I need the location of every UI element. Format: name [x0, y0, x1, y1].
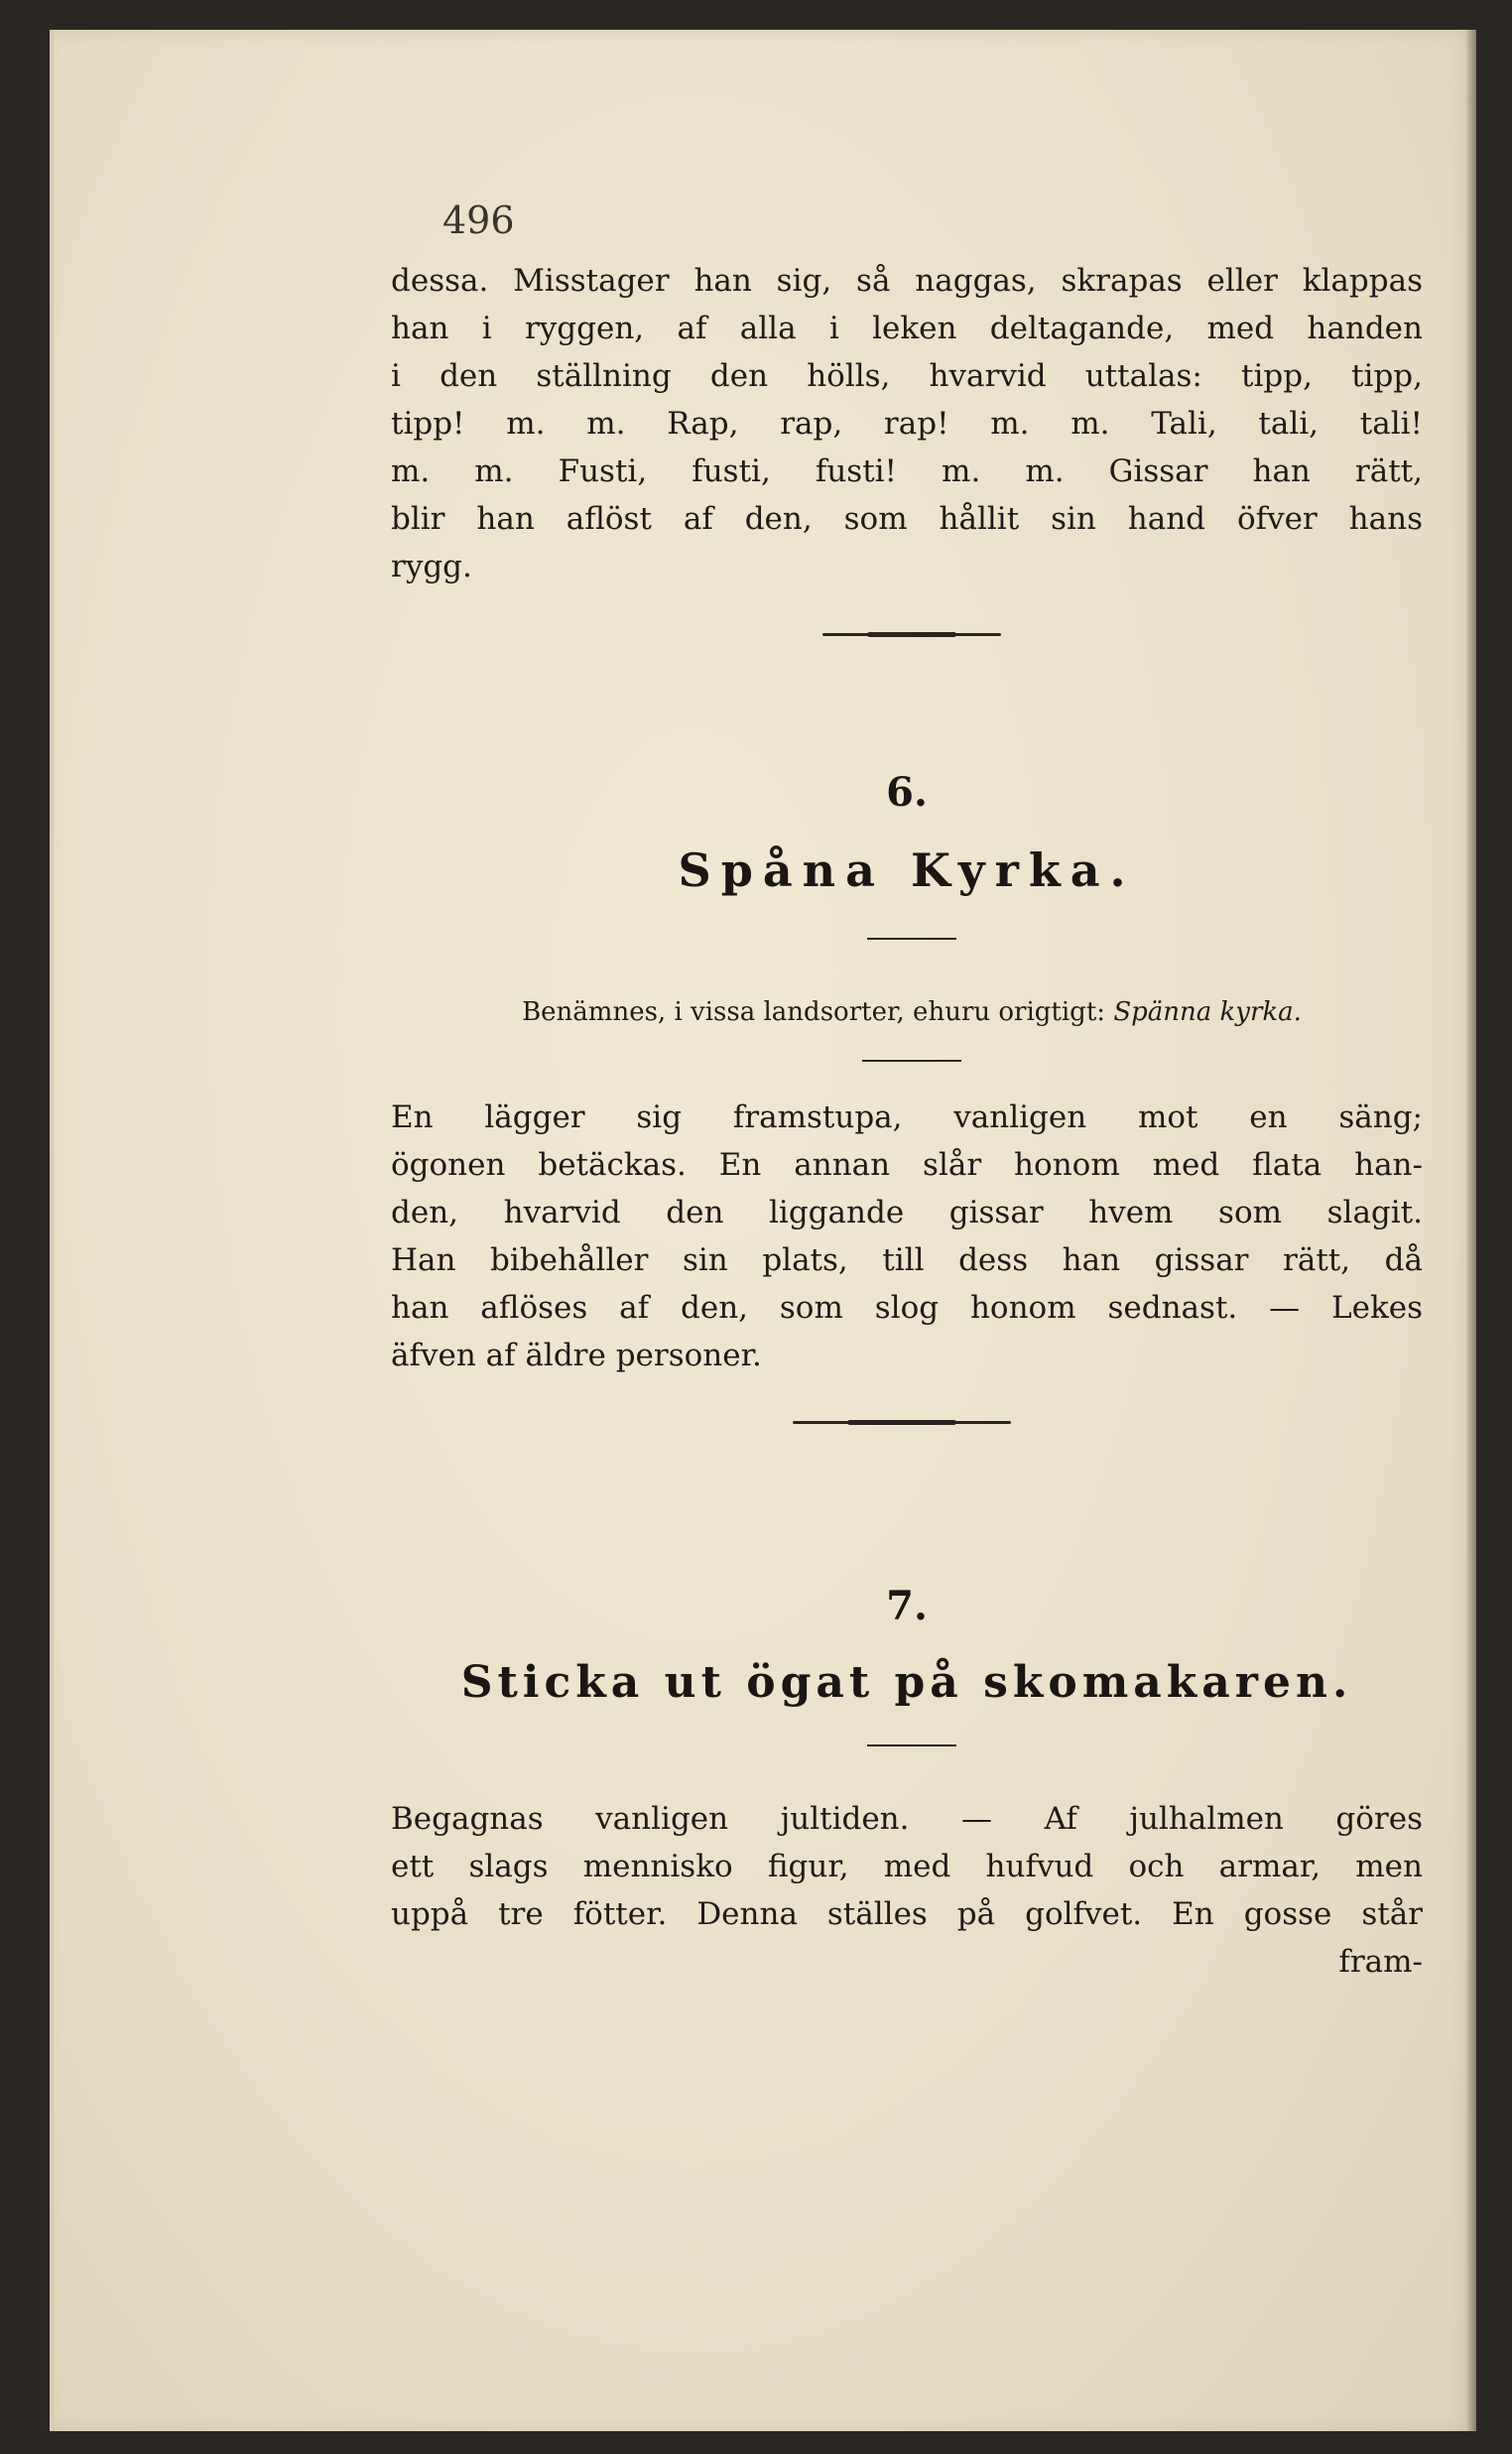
- section-7-title: Sticka ut ögat på skomakaren.: [460, 1657, 1353, 1708]
- page-edge: [1466, 30, 1476, 2431]
- page-number: 496: [442, 198, 515, 242]
- section-6-line-2: ögonen betäckas. En annan slår honom med flata han-: [391, 1147, 1423, 1183]
- section-7-line-3: uppå tre fötter. Denna ställes på golfvet. En gosse står: [391, 1896, 1423, 1932]
- section-divider: [793, 1421, 1011, 1424]
- note-rule: [862, 1060, 961, 1062]
- section-6-line-5: han aflöses af den, som slog honom sednast. — Lekes: [391, 1290, 1423, 1326]
- section-6-line-3: den, hvarvid den liggande gissar hvem som slagit.: [391, 1195, 1423, 1230]
- intro-line-5: m. m. Fusti, fusti, fusti! m. m. Gissar han rätt,: [391, 453, 1423, 489]
- catchword: fram-: [1338, 1944, 1423, 1980]
- intro-line-2: han i ryggen, af alla i leken deltagande, med handen: [391, 311, 1423, 346]
- book-page: [50, 30, 1476, 2431]
- section-6-line-1: En lägger sig framstupa, vanligen mot en säng;: [391, 1099, 1423, 1135]
- section-7-line-1: Begagnas vanligen jultiden. — Af julhalmen göres: [391, 1801, 1423, 1837]
- intro-line-6: blir han aflöst af den, som hållit sin hand öfver hans: [391, 501, 1423, 537]
- section-7-number: 7.: [886, 1583, 928, 1629]
- intro-line-3: i den ställning den hölls, hvarvid uttalas: tipp, tipp,: [391, 358, 1423, 394]
- section-6-title: Spåna Kyrka.: [678, 843, 1136, 897]
- section-6-line-4: Han bibehåller sin plats, till dess han gissar rätt, då: [391, 1242, 1423, 1278]
- section-6-line-6: äfven af äldre personer.: [391, 1338, 762, 1373]
- section-6-note-text: Benämnes, i vissa landsorter, ehuru origtigt:: [522, 997, 1106, 1027]
- section-divider: [822, 633, 1001, 636]
- title-rule: [867, 938, 956, 940]
- title-rule: [867, 1744, 956, 1746]
- intro-line-1: dessa. Misstager han sig, så naggas, skrapas eller klappas: [391, 263, 1423, 299]
- intro-line-4: tipp! m. m. Rap, rap, rap! m. m. Tali, tali, tali!: [391, 406, 1423, 442]
- section-6-note-italic: Spänna kyrka.: [1113, 997, 1302, 1027]
- section-6-number: 6.: [886, 769, 928, 816]
- section-6-note: [411, 997, 1413, 1027]
- section-7-line-2: ett slags mennisko figur, med hufvud och armar, men: [391, 1849, 1423, 1884]
- intro-line-7: rygg.: [391, 549, 472, 584]
